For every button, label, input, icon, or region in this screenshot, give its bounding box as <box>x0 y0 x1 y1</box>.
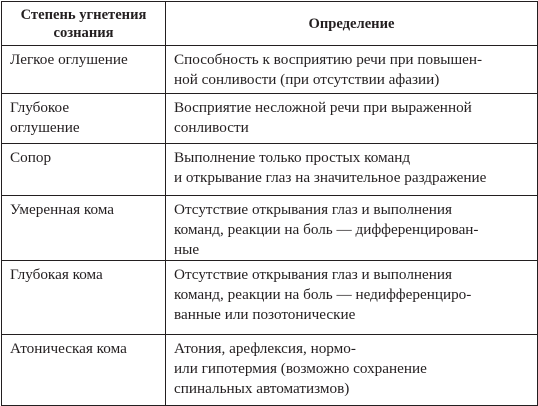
level-line: Глубокое <box>10 99 70 116</box>
definition-line: Выполнение только простых команд <box>174 149 411 166</box>
definition-line: спинальных автоматизмов) <box>174 380 350 397</box>
level-cell <box>2 335 166 406</box>
definition-line: Способность к восприятию речи при повышен- <box>174 51 483 68</box>
level-cell <box>2 46 166 94</box>
level-line: оглушение <box>10 119 80 136</box>
level-line: Легкое оглушение <box>10 51 128 68</box>
header-level-line: сознания <box>53 24 114 41</box>
level-cell <box>2 196 166 261</box>
header-level <box>2 2 166 46</box>
level-cell <box>2 144 166 196</box>
level-line: Сопор <box>10 149 52 166</box>
definition-line: команд, реакции на боль — дифференцирован- <box>174 221 479 238</box>
definition-line: команд, реакции на боль — недифференциро- <box>174 286 472 303</box>
definition-line: ные <box>174 241 200 258</box>
level-line: Атоническая кома <box>10 340 127 357</box>
definition-cell <box>166 335 538 406</box>
table-row <box>2 144 538 196</box>
level-line: Умеренная кома <box>10 201 115 218</box>
level-line: Глубокая кома <box>10 266 103 283</box>
definition-line: Отсутствие открывания глаз и выполнения <box>174 201 453 218</box>
definition-line: или гипотермия (возможно сохранение <box>174 360 427 377</box>
definition-line: сонливости <box>174 119 249 136</box>
consciousness-depression-table <box>1 1 538 406</box>
definition-cell <box>166 144 538 196</box>
definition-line: Восприятие несложной речи при выраженной <box>174 99 472 116</box>
definition-cell <box>166 261 538 335</box>
definition-line: и открывание глаз на значительное раздражение <box>174 169 487 186</box>
level-cell <box>2 261 166 335</box>
header-level-line: Степень угнетения <box>20 6 147 23</box>
header-definition <box>166 2 538 46</box>
definition-line: ванные или позотонические <box>174 306 356 323</box>
definition-line: Отсутствие открывания глаз и выполнения <box>174 266 453 283</box>
table-row <box>2 196 538 261</box>
table-row <box>2 46 538 94</box>
definition-cell <box>166 196 538 261</box>
definition-line: Атония, арефлексия, нормо- <box>174 340 356 357</box>
definition-line: ной сонливости (при отсутствии афазии) <box>174 71 440 88</box>
definition-cell <box>166 94 538 144</box>
table-header-row <box>2 2 538 46</box>
table-row <box>2 261 538 335</box>
header-definition-line: Определение <box>308 15 395 32</box>
level-cell <box>2 94 166 144</box>
definition-cell <box>166 46 538 94</box>
table-row <box>2 94 538 144</box>
table-row <box>2 335 538 406</box>
